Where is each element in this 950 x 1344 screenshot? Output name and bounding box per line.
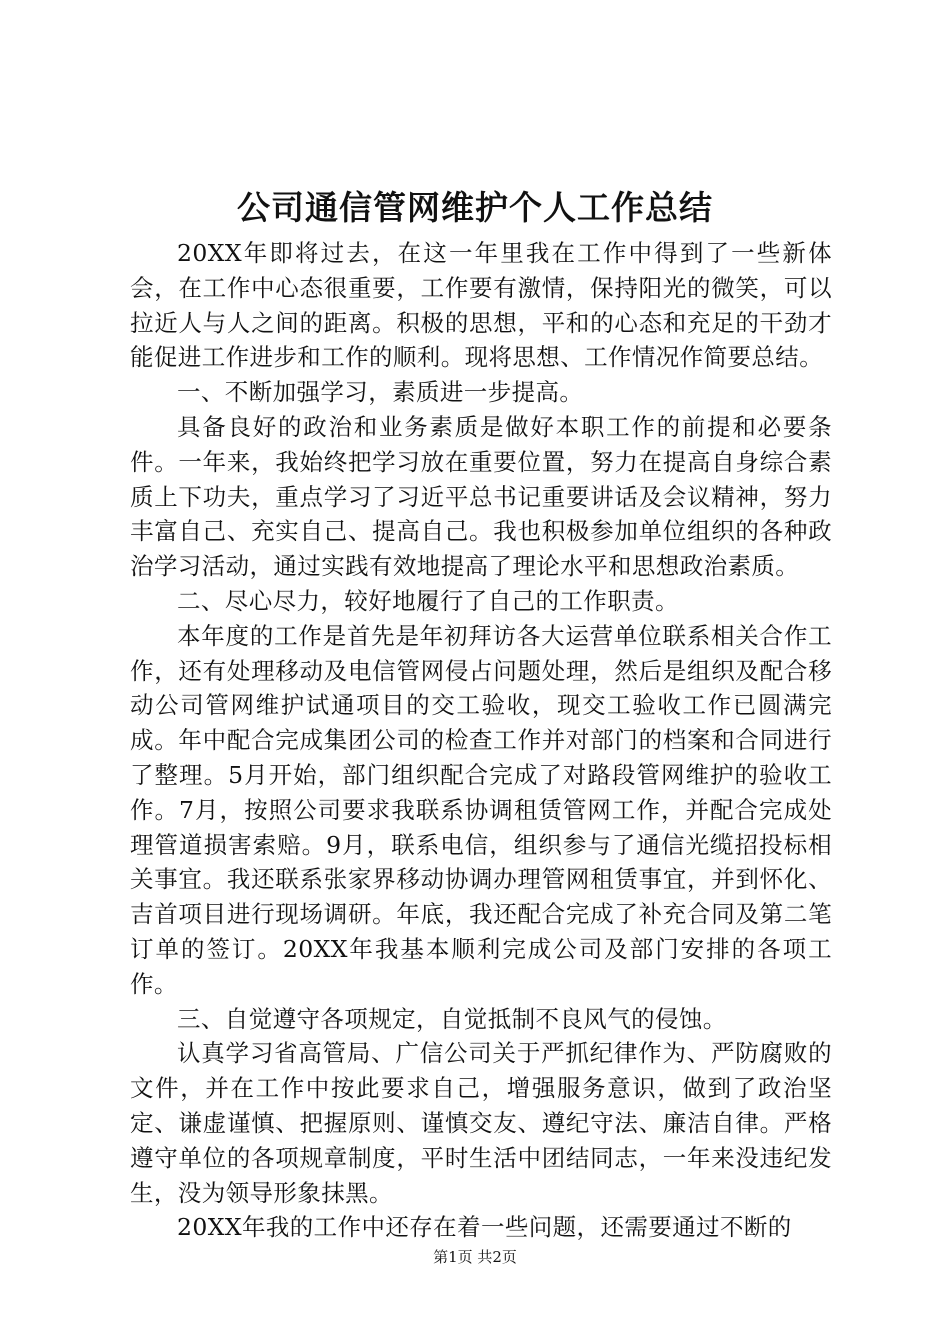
paragraph-study: 具备良好的政治和业务素质是做好本职工作的前提和必要条件。一年来，我始终把学习放在重要位置，努力在提高自身综合素质上下功夫，重点学习了习近平总书记重要讲话及会议精神，努力丰富自己、充实自己、提高自己。我也积极参加单位组织的各种政治学习活动，通过实践有效地提高了理论水平和思想政治素质。 [130, 412, 832, 581]
paragraph-discipline: 认真学习省高管局、广信公司关于严抓纪律作为、严防腐败的文件，并在工作中按此要求自己，增强服务意识，做到了政治坚定、谦虚谨慎、把握原则、谨慎交友、遵纪守法、廉洁自律。严格遵守单位的各项规章制度，平时生活中团结同志，一年来没违纪发生，没为领导形象抹黑。 [130, 1039, 832, 1207]
section-heading-1: 一、不断加强学习，素质进一步提高。 [177, 378, 584, 407]
paragraph-intro: 20XX年即将过去，在这一年里我在工作中得到了一些新体会，在工作中心态很重要，工作要有激情，保持阳光的微笑，可以拉近人与人之间的距离。积极的思想，平和的心态和充足的干劲才能促进工作进步和工作的顺利。现将思想、工作情况作简要总结。 [130, 239, 832, 372]
document-body [130, 236, 832, 1245]
section-heading-3: 三、自觉遵守各项规定，自觉抵制不良风气的侵蚀。 [177, 1004, 727, 1033]
page-number-footer: 第1页 共2页 [433, 1248, 517, 1266]
document-title: 公司通信管网维护个人工作总结 [237, 188, 713, 227]
section-heading-2: 二、尽心尽力，较好地履行了自己的工作职责。 [177, 586, 679, 615]
paragraph-duties: 本年度的工作是首先是年初拜访各大运营单位联系相关合作工作，还有处理移动及电信管网侵占问题处理，然后是组织及配合移动公司管网维护试通项目的交工验收，现交工验收工作已圆满完成。年中配合完成集团公司的检查工作并对部门的档案和合同进行了整理。5月开始，部门组织配合完成了对路段管网维护的验收工作。7月，按照公司要求我联系协调租赁管网工作，并配合完成处理管道损害索赔。9月，联系电信，组织参与了通信光缆招投标相关事宜。我还联系张家界移动协调办理管网租赁事宜，并到怀化、吉首项目进行现场调研。年底，我还配合完成了补充合同及第二笔订单的签订。20XX年我基本顺利完成公司及部门安排的各项工作。 [130, 621, 832, 998]
paragraph-problems: 20XX年我的工作中还存在着一些问题，还需要通过不断的 [177, 1213, 792, 1242]
